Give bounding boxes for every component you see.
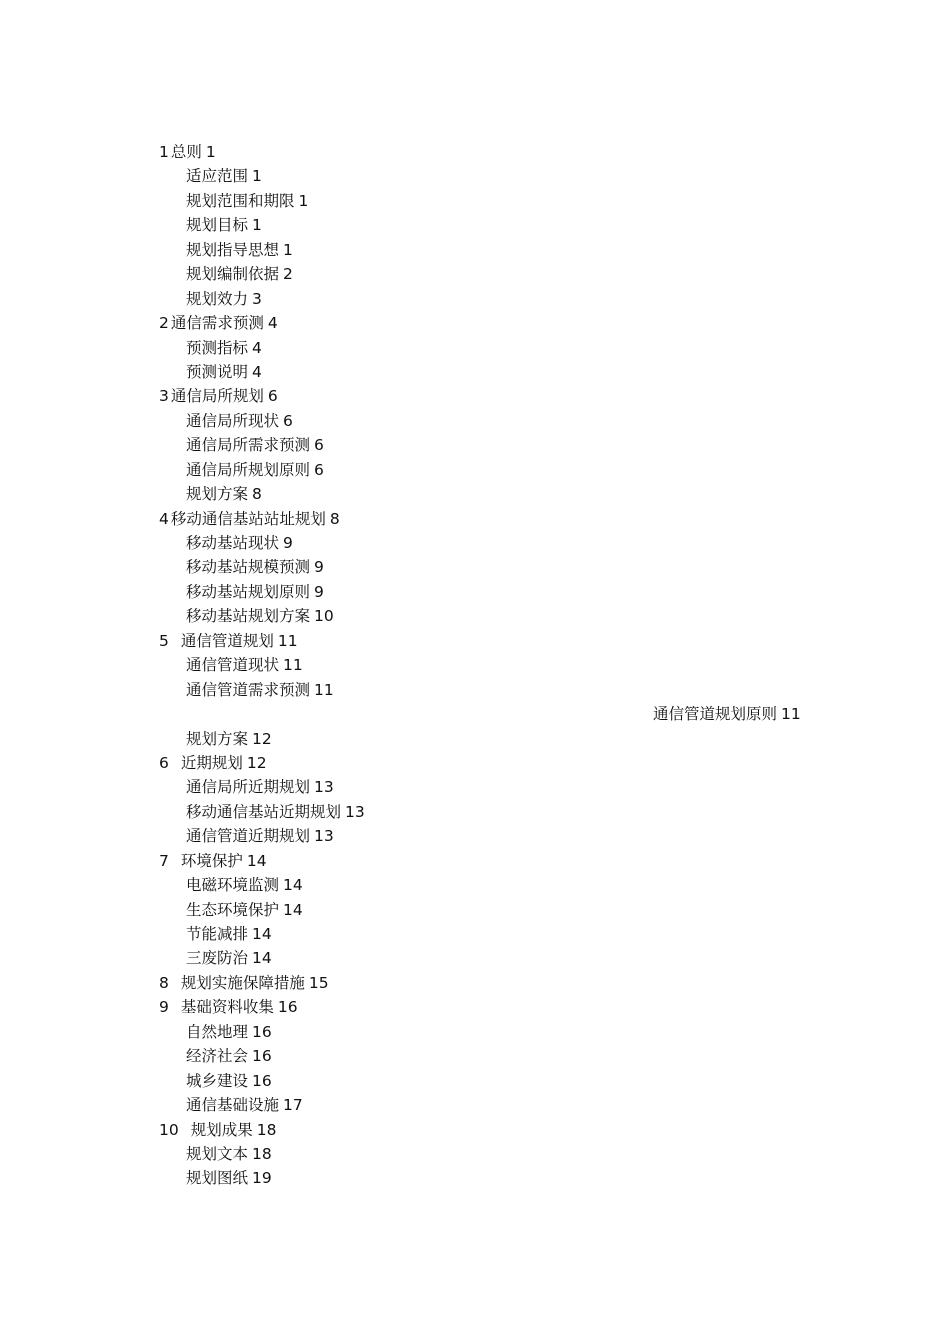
- toc-entry-title: 规划范围和期限: [186, 191, 295, 210]
- toc-entry-title: 基础资料收集: [180, 998, 274, 1017]
- toc-section-entry[interactable]: [0, 1020, 950, 1044]
- toc-entry-title: 规划方案: [186, 485, 249, 504]
- toc-entry-title: 规划成果: [190, 1120, 253, 1139]
- toc-entry-title: 通信局所规划原则: [186, 460, 311, 479]
- toc-section-entry[interactable]: [0, 189, 950, 213]
- toc-page-number: 9: [283, 534, 293, 552]
- toc-entry-title: 通信管道需求预测: [186, 680, 311, 699]
- toc-entry-title: 电磁环境监测: [186, 876, 280, 895]
- toc-chapter-number: 1: [159, 143, 169, 161]
- toc-section-entry[interactable]: [0, 1093, 950, 1117]
- toc-chapter-number: 8: [159, 973, 169, 992]
- toc-page-number: 14: [283, 876, 303, 895]
- toc-entry-title: 规划实施保障措施: [180, 973, 305, 992]
- toc-page-number: 4: [267, 314, 278, 333]
- toc-section-entry[interactable]: [0, 824, 950, 848]
- toc-chapter-entry[interactable]: [0, 1118, 950, 1142]
- toc-page-number: 6: [314, 436, 324, 455]
- toc-page-number: 14: [252, 925, 272, 943]
- toc-entry-title: 总则: [170, 143, 202, 161]
- toc-entry-title: 通信局所现状: [186, 411, 280, 430]
- toc-page-number: 18: [252, 1144, 272, 1163]
- toc-chapter-entry[interactable]: [0, 849, 950, 873]
- toc-page-number: 13: [314, 827, 334, 846]
- toc-entry-title: 城乡建设: [186, 1071, 249, 1090]
- toc-entry-title: 规划目标: [186, 216, 249, 235]
- toc-page-number: 1: [205, 143, 216, 161]
- toc-entry-title: 经济社会: [186, 1047, 249, 1066]
- toc-entry-title: 规划指导思想: [186, 240, 280, 259]
- toc-entry-title: 预测说明: [186, 362, 249, 381]
- toc-chapter-number: 6: [159, 753, 169, 772]
- toc-page-number: 8: [329, 509, 340, 528]
- toc-section-entry[interactable]: [0, 1166, 950, 1190]
- toc-section-entry[interactable]: [0, 653, 950, 677]
- toc-section-entry[interactable]: [0, 604, 950, 628]
- toc-page-number: 1: [252, 167, 262, 186]
- toc-entry-title: 近期规划: [180, 753, 243, 772]
- toc-section-entry[interactable]: [0, 409, 950, 433]
- toc-entry-title: 通信需求预测: [170, 314, 264, 333]
- toc-chapter-entry[interactable]: [0, 384, 950, 408]
- toc-section-entry[interactable]: [0, 360, 950, 384]
- toc-page-number: 3: [252, 289, 262, 308]
- toc-page-number: 9: [314, 582, 324, 601]
- toc-entry-title: 移动基站规划方案: [186, 607, 311, 626]
- toc-page-number: 6: [267, 387, 278, 406]
- toc-chapter-number: 3: [159, 387, 169, 406]
- toc-entry-title: 规划文本: [186, 1144, 249, 1163]
- toc-chapter-entry[interactable]: [0, 751, 950, 775]
- toc-section-entry[interactable]: [0, 213, 950, 237]
- toc-page-number: 16: [252, 1071, 272, 1090]
- toc-entry-title: 规划效力: [186, 289, 249, 308]
- toc-section-entry[interactable]: [0, 775, 950, 799]
- toc-chapter-entry[interactable]: [0, 507, 950, 531]
- toc-section-entry[interactable]: [0, 458, 950, 482]
- table-of-contents: [0, 140, 950, 1191]
- toc-section-entry[interactable]: [0, 678, 950, 702]
- toc-page-number: 2: [283, 265, 293, 284]
- toc-page-number: 11: [283, 656, 303, 675]
- toc-page-number: 10: [314, 607, 334, 626]
- toc-chapter-number: 10: [159, 1120, 179, 1139]
- toc-entry-title: 预测指标: [186, 338, 249, 357]
- toc-chapter-entry[interactable]: [0, 629, 950, 653]
- toc-entry-title: 通信管道近期规划: [186, 827, 311, 846]
- toc-entry-title: 规划方案: [186, 729, 249, 748]
- toc-section-entry[interactable]: [0, 287, 950, 311]
- toc-entry-title: 通信基础设施: [186, 1096, 280, 1115]
- toc-entry-title: 规划图纸: [186, 1169, 249, 1188]
- toc-page-number: 1: [283, 240, 293, 259]
- toc-entry-title: 移动基站规划原则: [186, 582, 311, 601]
- toc-chapter-entry[interactable]: [0, 971, 950, 995]
- toc-page-number: 8: [252, 485, 262, 504]
- toc-page-number: 11: [781, 705, 801, 724]
- toc-page-number: 6: [283, 411, 293, 430]
- toc-entry-title: 移动通信基站站址规划: [170, 509, 326, 528]
- toc-entry-title: 移动基站规模预测: [186, 558, 311, 577]
- toc-chapter-number: 9: [159, 998, 169, 1017]
- toc-entry-title: 通信管道规划: [180, 631, 274, 650]
- toc-page-number: 12: [252, 729, 272, 748]
- toc-page-number: 15: [308, 973, 329, 992]
- toc-section-entry[interactable]: [0, 164, 950, 188]
- toc-section-entry[interactable]: [0, 1044, 950, 1068]
- toc-entry-title: 通信管道现状: [186, 656, 280, 675]
- toc-entry-title: 通信管道规划原则: [653, 705, 778, 724]
- toc-section-entry[interactable]: [0, 555, 950, 579]
- toc-section-entry[interactable]: [0, 433, 950, 457]
- toc-chapter-number: 7: [159, 851, 169, 870]
- toc-entry-title: 自然地理: [186, 1022, 249, 1041]
- toc-page-number: 12: [246, 753, 267, 772]
- toc-section-entry[interactable]: [0, 531, 950, 555]
- toc-page-number: 1: [298, 191, 309, 210]
- toc-section-entry[interactable]: [0, 1142, 950, 1166]
- toc-chapter-number: 2: [159, 314, 169, 333]
- toc-section-entry[interactable]: [0, 922, 950, 946]
- toc-entry-title: 通信局所规划: [170, 387, 264, 406]
- toc-chapter-entry[interactable]: [0, 140, 950, 164]
- toc-page-number: 9: [314, 558, 324, 577]
- toc-page-number: 14: [252, 949, 272, 968]
- toc-page-number: 16: [252, 1022, 272, 1041]
- toc-entry-title: 生态环境保护: [186, 900, 280, 919]
- toc-page-number: 11: [314, 680, 334, 699]
- toc-section-entry[interactable]: [0, 262, 950, 286]
- toc-page-number: 4: [252, 338, 262, 357]
- toc-entry-title: 三废防治: [186, 949, 249, 968]
- toc-section-entry[interactable]: [0, 946, 950, 970]
- toc-page-number: 16: [252, 1047, 272, 1066]
- toc-page-number: 14: [283, 900, 303, 919]
- toc-section-entry[interactable]: [0, 238, 950, 262]
- toc-section-entry[interactable]: [0, 800, 950, 824]
- toc-page-number: 11: [277, 631, 298, 650]
- toc-section-entry[interactable]: [0, 702, 950, 726]
- toc-page-number: 14: [246, 851, 267, 870]
- toc-entry-title: 节能减排: [186, 925, 249, 943]
- toc-section-entry[interactable]: [0, 580, 950, 604]
- toc-section-entry[interactable]: [0, 873, 950, 897]
- toc-section-entry[interactable]: [0, 1069, 950, 1093]
- toc-section-entry[interactable]: [0, 727, 950, 751]
- toc-page-number: 1: [252, 216, 262, 235]
- toc-entry-title: 通信局所需求预测: [186, 436, 311, 455]
- toc-entry-title: 移动基站现状: [186, 534, 280, 552]
- toc-section-entry[interactable]: [0, 336, 950, 360]
- toc-page-number: 6: [314, 460, 324, 479]
- toc-entry-title: 规划编制依据: [186, 265, 280, 284]
- toc-chapter-number: 4: [159, 509, 169, 528]
- toc-chapter-entry[interactable]: [0, 995, 950, 1019]
- toc-page-number: 16: [277, 998, 298, 1017]
- toc-page-number: 4: [252, 362, 262, 381]
- toc-page-number: 18: [256, 1120, 277, 1139]
- toc-page-number: 13: [345, 802, 365, 821]
- toc-page-number: 13: [314, 778, 334, 797]
- toc-entry-title: 适应范围: [186, 167, 249, 186]
- toc-section-entry[interactable]: [0, 898, 950, 922]
- toc-page-number: 17: [283, 1096, 303, 1115]
- toc-page-number: 19: [252, 1169, 272, 1188]
- toc-entry-title: 通信局所近期规划: [186, 778, 311, 797]
- toc-chapter-entry[interactable]: [0, 311, 950, 335]
- toc-chapter-number: 5: [159, 631, 169, 650]
- toc-entry-title: 移动通信基站近期规划: [186, 802, 342, 821]
- toc-entry-title: 环境保护: [180, 851, 243, 870]
- toc-section-entry[interactable]: [0, 482, 950, 506]
